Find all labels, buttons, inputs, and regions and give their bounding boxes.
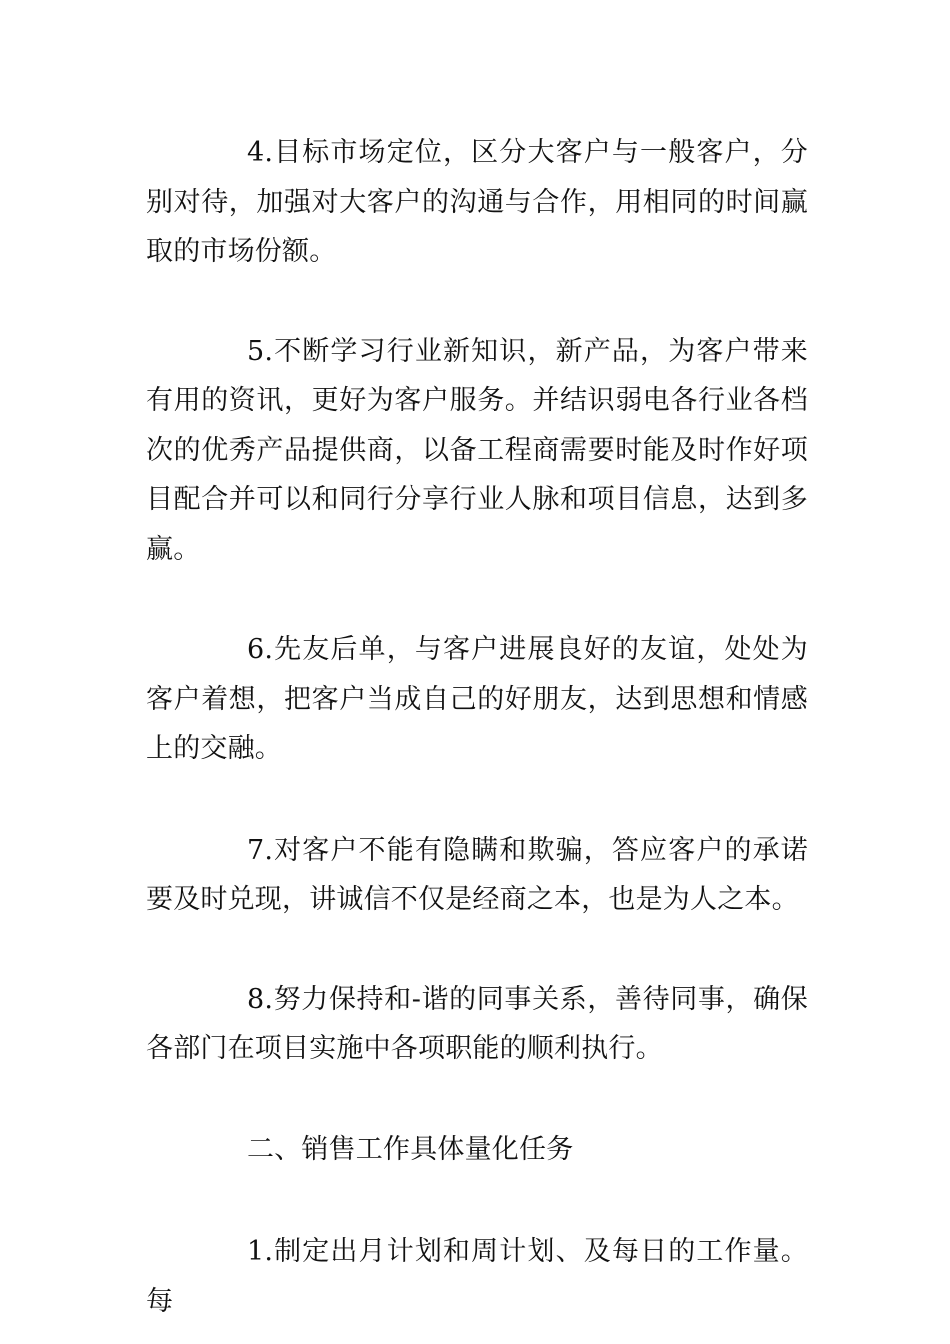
- paragraph-item-6: 6.先友后单，与客户进展良好的友谊，处处为客户着想，把客户当成自己的好朋友，达到思想和情感上的交融。: [146, 634, 808, 764]
- paragraph-item-8: 8.努力保持和-谐的同事关系，善待同事，确保各部门在项目实施中各项职能的顺利执行。: [146, 983, 808, 1064]
- paragraph-item-5: 5.不断学习行业新知识，新产品，为客户带来有用的资讯，更好为客户服务。并结识弱电各行业各档次的优秀产品提供商，以备工程商需要时能及时作好项目配合并可以和同行分享行业人脉和项目信息，达到多赢。: [146, 335, 808, 565]
- document-page: [146, 128, 808, 1326]
- paragraph-section2-item-1: 1.制定出月计划和周计划、及每日的工作量。每: [146, 1236, 808, 1317]
- section-heading: 二、销售工作具体量化任务: [247, 1133, 574, 1165]
- paragraph-item-7: 7.对客户不能有隐瞒和欺骗，答应客户的承诺要及时兑现，讲诚信不仅是经商之本，也是为人之本。: [146, 834, 808, 915]
- paragraph-item-4: 4.目标市场定位，区分大客户与一般客户，分别对待，加强对大客户的沟通与合作，用相同的时间赢取的市场份额。: [146, 137, 808, 267]
